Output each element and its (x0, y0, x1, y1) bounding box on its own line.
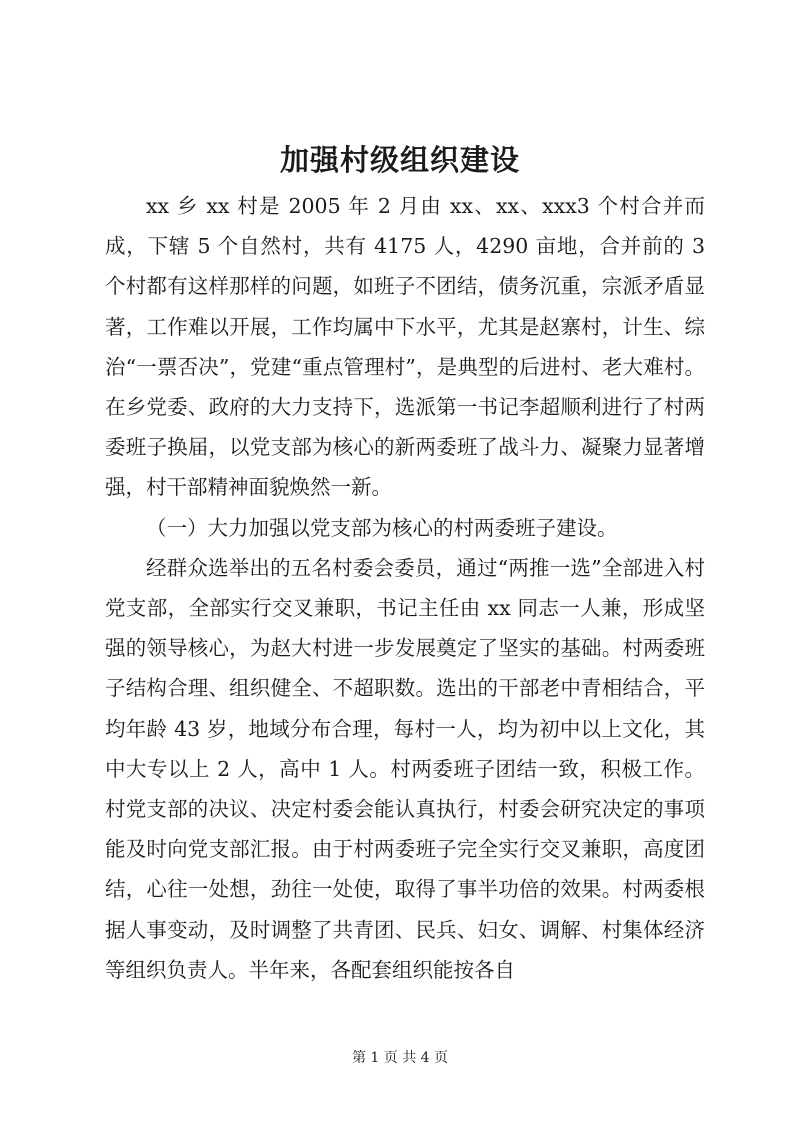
paragraph-section-heading: （一）大力加强以党支部为核心的村两委班子建设。 (146, 515, 618, 540)
page-number: 第 1 页 共 4 页 (351, 1050, 449, 1066)
document-body (105, 186, 705, 990)
paragraph-section-body: 经群众选举出的五名村委会委员，通过“两推一选”全部进入村党支部，全部实行交叉兼职，书记主任由 xx 同志一人兼，形成坚强的领导核心，为赵大村进一步发展奠定了坚实的基础。村两委班子结构合理、组织健全、不超职数。选出的干部老中青相结合，平均年龄 43 岁，地域分布合理，每村一人，均为初中以上文化，其中大专以上 2 人，高中 1 人。村两委班子团结一致，积极工作。村党支部的决议、决定村委会能认真执行，村委会研究决定的事项能及时向党支部汇报。由于村两委班子完全实行交叉兼职，高度团结，心往一处想，劲往一处使，取得了事半功倍的效果。村两委根据人事变动，及时调整了共青团、民兵、妇女、调解、村集体经济等组织负责人。半年来，各配套组织能按各自 (105, 555, 705, 982)
document-title: 加强村级组织建设 (279, 143, 520, 177)
paragraph-intro: xx 乡 xx 村是 2005 年 2 月由 xx、xx、xxx3 个村合并而成，下辖 5 个自然村，共有 4175 人，4290 亩地，合并前的 3 个村都有这样那样的问题，如班子不团结，债务沉重，宗派矛盾显著，工作难以开展，工作均属中下水平，尤其是赵寨村，计生、综治“一票否决”，党建“重点管理村”，是典型的后进村、老大难村。在乡党委、政府的大力支持下，选派第一书记李超顺利进行了村两委班子换届，以党支部为核心的新两委班了战斗力、凝聚力显著增强，村干部精神面貌焕然一新。 (105, 194, 705, 500)
